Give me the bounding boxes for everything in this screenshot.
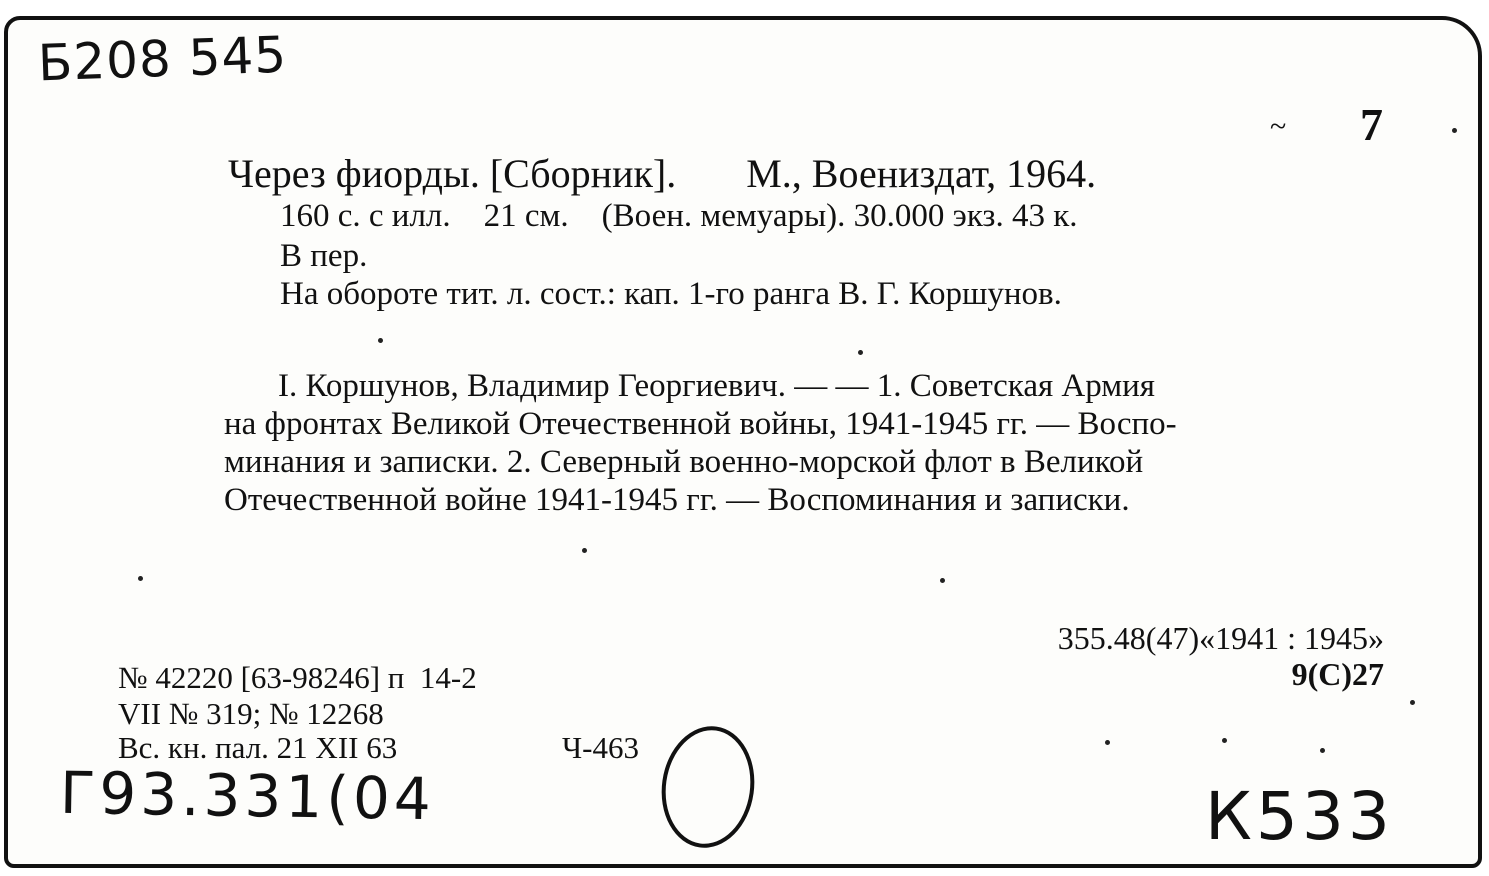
subject-line: на фронтах Великой Отечественной войны, 1941-1945 гг. — Воспо- xyxy=(224,406,1177,442)
ink-speck xyxy=(940,578,945,583)
ink-speck xyxy=(858,350,863,355)
registry-line: Вс. кн. пал. 21 XII 63 xyxy=(118,730,398,765)
description-line: 160 с. с илл. 21 см. (Воен. мемуары). 30.000 экз. 43 к. xyxy=(280,198,1078,234)
subject-line: I. Коршунов, Владимир Георгиевич. — — 1. Советская Армия xyxy=(278,368,1155,404)
page-number: 7 xyxy=(1360,99,1383,150)
ink-speck xyxy=(138,576,143,581)
description-line: В пер. xyxy=(280,238,368,274)
ink-speck xyxy=(1105,740,1110,745)
registry-line: № 42220 [63-98246] п 14-2 xyxy=(118,660,477,695)
publication-info: М., Воениздат, 1964. xyxy=(746,151,1097,196)
classification-udc: 355.48(47)«1941 : 1945» xyxy=(1057,620,1384,656)
handwritten-shelfmark: Б208 545 xyxy=(37,25,289,93)
handwritten-author-code: К533 xyxy=(1205,778,1394,855)
ink-speck xyxy=(1320,748,1325,753)
title-line xyxy=(228,150,1096,197)
handwritten-classification: Г93.331(04 xyxy=(59,758,436,834)
order-code: Ч-463 xyxy=(562,730,639,765)
ink-speck xyxy=(582,548,587,553)
registry-line: VII № 319; № 12268 xyxy=(118,696,384,731)
classification-bbk: 9(С)27 xyxy=(1291,656,1384,692)
dash-mark: ~ xyxy=(1270,110,1287,143)
ink-speck xyxy=(1410,700,1415,705)
subject-line: Отечественной войне 1941-1945 гг. — Воспоминания и записки. xyxy=(224,482,1130,518)
subject-line: минания и записки. 2. Северный военно-морской флот в Великой xyxy=(224,444,1144,480)
book-title: Через фиорды. [Сборник]. xyxy=(228,151,677,196)
description-line: На обороте тит. л. сост.: кап. 1-го ранга В. Г. Коршунов. xyxy=(280,276,1062,312)
ink-speck xyxy=(1222,738,1227,743)
ink-speck xyxy=(1452,128,1457,133)
ink-speck xyxy=(378,338,383,343)
